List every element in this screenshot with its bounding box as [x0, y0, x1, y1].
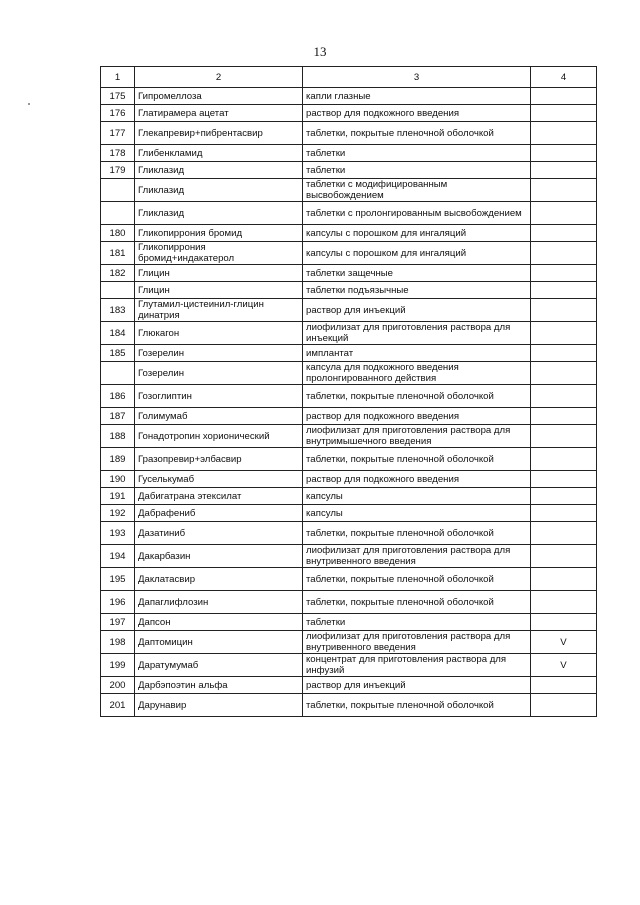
drug-name-cell: Дабрафениб	[135, 505, 303, 522]
drug-name-cell: Дабигатрана этексилат	[135, 488, 303, 505]
dosage-form-cell: таблетки, покрытые пленочной оболочкой	[303, 591, 531, 614]
row-number-cell: 187	[101, 408, 135, 425]
row-number-cell: 175	[101, 88, 135, 105]
drug-name-cell: Глекапревир+пибрентасвир	[135, 122, 303, 145]
drug-name-cell: Гипромеллоза	[135, 88, 303, 105]
row-number-cell: 192	[101, 505, 135, 522]
table-row	[101, 265, 597, 282]
mark-cell	[531, 408, 597, 425]
mark-cell: V	[531, 631, 597, 654]
table-row	[101, 122, 597, 145]
dosage-form-cell: лиофилизат для приготовления раствора для внутривенного введения	[303, 545, 531, 568]
dosage-form-cell: таблетки, покрытые пленочной оболочкой	[303, 448, 531, 471]
dosage-form-cell: лиофилизат для приготовления раствора для инъекций	[303, 322, 531, 345]
drug-name-cell: Даптомицин	[135, 631, 303, 654]
column-header: 4	[531, 67, 597, 88]
table-header-row	[101, 67, 597, 88]
table-row	[101, 591, 597, 614]
dosage-form-cell: таблетки с модифицированным высвобождением	[303, 179, 531, 202]
table-row	[101, 425, 597, 448]
row-number-cell: 183	[101, 299, 135, 322]
row-number-cell: 200	[101, 677, 135, 694]
dosage-form-cell: лиофилизат для приготовления раствора для внутривенного введения	[303, 631, 531, 654]
dosage-form-cell: таблетки, покрытые пленочной оболочкой	[303, 568, 531, 591]
drug-table	[100, 66, 597, 717]
table-row	[101, 545, 597, 568]
drug-name-cell: Гликопиррония бромид+индакатерол	[135, 242, 303, 265]
dosage-form-cell: имплантат	[303, 345, 531, 362]
dosage-form-cell: лиофилизат для приготовления раствора для внутримышечного введения	[303, 425, 531, 448]
row-number-cell: 184	[101, 322, 135, 345]
mark-cell	[531, 202, 597, 225]
mark-cell	[531, 362, 597, 385]
dosage-form-cell: капли глазные	[303, 88, 531, 105]
table-row	[101, 179, 597, 202]
mark-cell	[531, 345, 597, 362]
mark-cell	[531, 122, 597, 145]
row-number-cell: 177	[101, 122, 135, 145]
row-number-cell: 193	[101, 522, 135, 545]
dosage-form-cell: таблетки, покрытые пленочной оболочкой	[303, 122, 531, 145]
mark-cell	[531, 591, 597, 614]
table-row	[101, 299, 597, 322]
dosage-form-cell: таблетки, покрытые пленочной оболочкой	[303, 385, 531, 408]
row-number-cell: 186	[101, 385, 135, 408]
table-row	[101, 362, 597, 385]
mark-cell	[531, 471, 597, 488]
row-number-cell: 179	[101, 162, 135, 179]
dosage-form-cell: таблетки, покрытые пленочной оболочкой	[303, 522, 531, 545]
drug-name-cell: Дарунавир	[135, 694, 303, 717]
mark-cell	[531, 385, 597, 408]
table-row	[101, 202, 597, 225]
dosage-form-cell: капсулы	[303, 505, 531, 522]
table-row	[101, 654, 597, 677]
drug-name-cell: Гозоглиптин	[135, 385, 303, 408]
table-row	[101, 568, 597, 591]
drug-name-cell: Даклатасвир	[135, 568, 303, 591]
mark-cell	[531, 88, 597, 105]
row-number-cell: 198	[101, 631, 135, 654]
row-number-cell: 182	[101, 265, 135, 282]
column-header: 2	[135, 67, 303, 88]
drug-name-cell: Гозерелин	[135, 362, 303, 385]
table-row	[101, 145, 597, 162]
mark-cell	[531, 677, 597, 694]
dosage-form-cell: раствор для подкожного введения	[303, 471, 531, 488]
dosage-form-cell: таблетки, покрытые пленочной оболочкой	[303, 694, 531, 717]
mark-cell	[531, 299, 597, 322]
row-number-cell: 201	[101, 694, 135, 717]
table-row	[101, 505, 597, 522]
table-row	[101, 242, 597, 265]
row-number-cell	[101, 179, 135, 202]
mark-cell	[531, 242, 597, 265]
dosage-form-cell: концентрат для приготовления раствора для инфузий	[303, 654, 531, 677]
dosage-form-cell: таблетки подъязычные	[303, 282, 531, 299]
row-number-cell: 197	[101, 614, 135, 631]
mark-cell	[531, 105, 597, 122]
mark-cell	[531, 145, 597, 162]
drug-name-cell: Голимумаб	[135, 408, 303, 425]
row-number-cell: 176	[101, 105, 135, 122]
table-row	[101, 162, 597, 179]
dosage-form-cell: таблетки с пролонгированным высвобождением	[303, 202, 531, 225]
table-row	[101, 88, 597, 105]
dosage-form-cell: раствор для инъекций	[303, 299, 531, 322]
mark-cell	[531, 522, 597, 545]
mark-cell	[531, 282, 597, 299]
row-number-cell: 195	[101, 568, 135, 591]
row-number-cell: 194	[101, 545, 135, 568]
table-row	[101, 522, 597, 545]
mark-cell	[531, 614, 597, 631]
drug-name-cell: Глицин	[135, 282, 303, 299]
dosage-form-cell: раствор для подкожного введения	[303, 105, 531, 122]
dosage-form-cell: таблетки	[303, 145, 531, 162]
mark-cell	[531, 225, 597, 242]
table-row	[101, 385, 597, 408]
row-number-cell: 180	[101, 225, 135, 242]
dosage-form-cell: капсула для подкожного введения пролонгированного действия	[303, 362, 531, 385]
row-number-cell: 191	[101, 488, 135, 505]
table-row	[101, 225, 597, 242]
dosage-form-cell: капсулы с порошком для ингаляций	[303, 242, 531, 265]
drug-name-cell: Гразопревир+элбасвир	[135, 448, 303, 471]
row-number-cell: 181	[101, 242, 135, 265]
dosage-form-cell: раствор для подкожного введения	[303, 408, 531, 425]
drug-name-cell: Глутамил-цистеинил-глицин динатрия	[135, 299, 303, 322]
page-number: 13	[313, 44, 327, 59]
mark-cell	[531, 448, 597, 471]
table-row	[101, 631, 597, 654]
dosage-form-cell: капсулы с порошком для ингаляций	[303, 225, 531, 242]
dosage-form-cell: таблетки	[303, 614, 531, 631]
dosage-form-cell: капсулы	[303, 488, 531, 505]
table-row	[101, 345, 597, 362]
drug-name-cell: Глицин	[135, 265, 303, 282]
drug-name-cell: Даратумумаб	[135, 654, 303, 677]
table-row	[101, 105, 597, 122]
margin-dot	[28, 103, 30, 105]
drug-name-cell: Глюкагон	[135, 322, 303, 345]
drug-name-cell: Дапсон	[135, 614, 303, 631]
row-number-cell: 178	[101, 145, 135, 162]
mark-cell	[531, 425, 597, 448]
drug-name-cell: Гуселькумаб	[135, 471, 303, 488]
table-row	[101, 488, 597, 505]
mark-cell	[531, 545, 597, 568]
mark-cell: V	[531, 654, 597, 677]
row-number-cell: 189	[101, 448, 135, 471]
mark-cell	[531, 568, 597, 591]
row-number-cell: 196	[101, 591, 135, 614]
drug-name-cell: Дазатиниб	[135, 522, 303, 545]
row-number-cell: 188	[101, 425, 135, 448]
mark-cell	[531, 265, 597, 282]
mark-cell	[531, 162, 597, 179]
column-header: 1	[101, 67, 135, 88]
dosage-form-cell: таблетки	[303, 162, 531, 179]
drug-name-cell: Гликлазид	[135, 179, 303, 202]
row-number-cell	[101, 202, 135, 225]
mark-cell	[531, 488, 597, 505]
table-row	[101, 322, 597, 345]
mark-cell	[531, 179, 597, 202]
drug-name-cell: Гликлазид	[135, 202, 303, 225]
row-number-cell: 185	[101, 345, 135, 362]
table-row	[101, 282, 597, 299]
drug-name-cell: Гонадотропин хорионический	[135, 425, 303, 448]
drug-name-cell: Глатирамера ацетат	[135, 105, 303, 122]
mark-cell	[531, 505, 597, 522]
row-number-cell	[101, 362, 135, 385]
drug-name-cell: Дапаглифлозин	[135, 591, 303, 614]
table-row	[101, 694, 597, 717]
row-number-cell: 190	[101, 471, 135, 488]
row-number-cell	[101, 282, 135, 299]
drug-name-cell: Гозерелин	[135, 345, 303, 362]
drug-name-cell: Глибенкламид	[135, 145, 303, 162]
table-row	[101, 408, 597, 425]
mark-cell	[531, 322, 597, 345]
row-number-cell: 199	[101, 654, 135, 677]
mark-cell	[531, 694, 597, 717]
dosage-form-cell: таблетки защечные	[303, 265, 531, 282]
drug-name-cell: Гликлазид	[135, 162, 303, 179]
drug-name-cell: Дакарбазин	[135, 545, 303, 568]
table-row	[101, 677, 597, 694]
drug-name-cell: Гликопиррония бромид	[135, 225, 303, 242]
column-header: 3	[303, 67, 531, 88]
table-row	[101, 471, 597, 488]
table-row	[101, 614, 597, 631]
dosage-form-cell: раствор для инъекций	[303, 677, 531, 694]
table-body	[101, 88, 597, 717]
drug-name-cell: Дарбэпоэтин альфа	[135, 677, 303, 694]
table-row	[101, 448, 597, 471]
